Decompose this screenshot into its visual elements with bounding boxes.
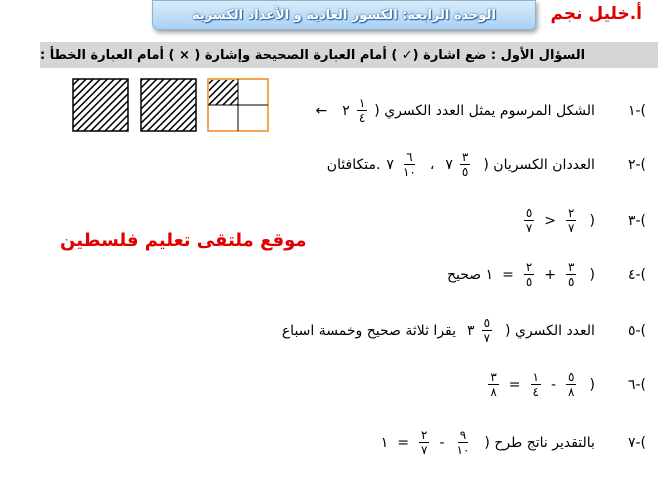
item-1	[313, 96, 646, 125]
item-4-number: ٤-(	[627, 266, 646, 283]
item-5	[279, 316, 646, 345]
item-6-equals: =	[508, 376, 521, 393]
item-3-fraction-1: $\frac{٢}{٧}$	[568, 206, 575, 235]
website-label: موقع ملتقى تعليم فلسطين	[60, 230, 307, 251]
item-6-fraction-1: $\frac{٥}{٨}$	[568, 370, 575, 399]
item-7	[378, 428, 646, 457]
item-3-fraction-2: $\frac{٥}{٧}$	[525, 206, 533, 235]
item-3-number: ٣-(	[627, 212, 646, 229]
item-3-paren: )	[589, 212, 595, 229]
item-5-fraction: $\frac{٥}{٧}$	[483, 316, 491, 345]
item-1-fraction: $\frac{١}{٤}$	[358, 96, 366, 125]
item-2-text1: ) العددان الكسريان	[483, 156, 595, 173]
item-4-equals: =	[502, 266, 514, 283]
whole-square-2	[141, 79, 196, 131]
item-2-whole-1: ٧	[445, 156, 453, 173]
item-2-comma: ،	[429, 156, 435, 173]
unit-title-banner	[152, 0, 536, 30]
item-6-number: ٦-(	[627, 376, 646, 393]
item-7-fraction-1: $\frac{٩}{١٠}$	[456, 428, 470, 457]
item-6	[484, 370, 646, 399]
item-2	[324, 150, 646, 179]
item-6-fraction-2: $\frac{١}{٤}$	[532, 370, 539, 399]
item-3-operator: >	[544, 212, 557, 229]
item-4-result: ١ صحيح	[446, 266, 494, 283]
item-5-text2: يقرا ثلاثة صحيح وخمسة اسباع	[281, 322, 457, 339]
item-5-number: ٥-(	[627, 322, 646, 339]
item-3	[520, 206, 646, 235]
item-1-text: ) الشكل المرسوم يمثل العدد الكسري	[374, 102, 595, 119]
item-1-whole: ٢	[342, 102, 350, 119]
item-7-text1: ) بالتقدير ناتج طرح	[484, 434, 595, 451]
item-4-paren: )	[589, 266, 595, 283]
question-header-text: السؤال الأول : ضع اشارة (✓ ) أمام العبارة الصحيحة وإشارة ( × ) أمام العبارة الخطأ :	[40, 47, 586, 63]
item-2-fraction-1: $\frac{٣}{٥}$	[461, 150, 469, 179]
item-2-text2: متكافئان.	[326, 156, 381, 173]
item-2-fraction-2: $\frac{٦}{١٠}$	[402, 150, 416, 179]
item-7-equals: =	[397, 434, 410, 451]
item-4-fraction-1: $\frac{٣}{٥}$	[568, 260, 575, 289]
item-5-whole: ٣	[467, 322, 475, 339]
arrow-icon: ←	[315, 102, 328, 119]
shaded-quarter	[209, 80, 238, 105]
item-7-result: ١	[380, 434, 389, 451]
item-7-fraction-2: $\frac{٢}{٧}$	[421, 428, 428, 457]
fraction-shapes	[72, 78, 272, 134]
item-7-minus: -	[439, 434, 445, 451]
author-name: أ.خليل نجم	[550, 4, 642, 24]
item-6-fraction-3: $\frac{٣}{٨}$	[490, 370, 497, 399]
item-4	[444, 260, 646, 289]
whole-square-1	[73, 79, 128, 131]
item-4-operator: +	[544, 266, 557, 283]
item-1-number: ١-(	[627, 102, 646, 119]
item-5-text1: ) العدد الكسري	[505, 322, 595, 339]
item-4-fraction-2: $\frac{٢}{٥}$	[525, 260, 533, 289]
item-6-paren: )	[589, 376, 595, 393]
item-6-minus: -	[550, 376, 557, 393]
item-7-number: ٧-(	[627, 434, 646, 451]
unit-title: الوحدة الرابعة: الكسور العادية و الأعداد الكسرية	[192, 7, 496, 23]
item-2-number: ٢-(	[627, 156, 646, 173]
item-2-whole-2: ٧	[386, 156, 394, 173]
question-header	[40, 42, 658, 68]
